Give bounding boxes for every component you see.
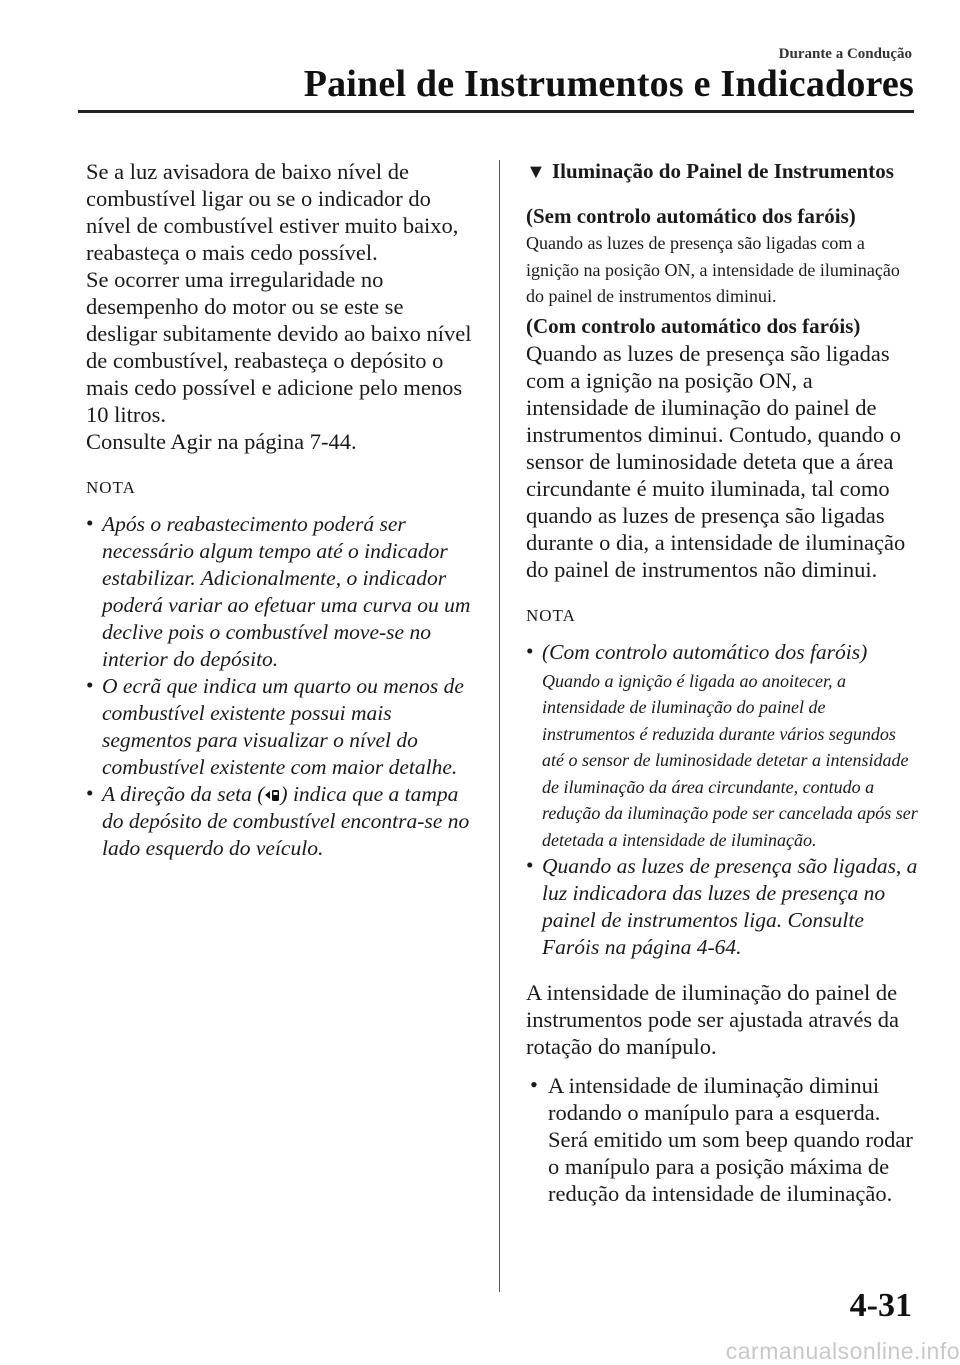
reference-paragraph: Consulte Agir na página 7-44. (86, 429, 357, 454)
bullet-icon: • (86, 673, 94, 697)
right-column (526, 158, 918, 1207)
section-heading (526, 158, 918, 185)
bullet-icon: • (526, 853, 534, 877)
note-text: Após o reabastecimento poderá ser necessário algum tempo até o indicador estabilizar. Adicionalmente, o indicador poderá variar ao efetuar uma curva ou um declive pois o combustível move-se no interior do depósito. (102, 512, 471, 671)
page-number: 4-31 (849, 1287, 912, 1324)
adjust-paragraph: A intensidade de iluminação do painel de instrumentos pode ser ajustada através da rotação do manípulo. (526, 980, 900, 1059)
bullet-icon: • (86, 511, 94, 535)
header-section-label: Durante a Condução (778, 46, 912, 62)
note-text-after: ) indica que a tampa do depósito de combustível encontra-se no lado esquerdo do veículo. (102, 782, 470, 860)
header-rule (78, 110, 914, 113)
bullet-icon: • (86, 781, 94, 805)
bullet-icon: • (530, 1072, 538, 1097)
note-item (86, 511, 476, 673)
subheading-no-auto: (Sem controlo automático dos faróis) (526, 204, 856, 228)
note-text: O ecrã que indica um quarto ou menos de combustível existente possui mais segmentos para visualizar o nível do combustível existente com maior detalhe. (102, 674, 464, 779)
footer-url: carmanualsonline.info (725, 1338, 960, 1364)
column-divider (499, 160, 500, 1292)
section-title: Iluminação do Painel de Instrumentos (552, 159, 894, 183)
note-item (526, 853, 918, 961)
list-item-text: A intensidade de iluminação diminui rodando o manípulo para a esquerda. Será emitido um som beep quando rodar o manípulo para a posição máxima de redução da intensidade de iluminação. (548, 1073, 913, 1206)
fuel-arrow-left-icon (264, 787, 280, 803)
fuel-warning-paragraph: Se a luz avisadora de baixo nível de combustível ligar ou se o indicador do nível de combustível estiver muito baixo, reabasteça o mais cedo possível. (86, 159, 459, 265)
note-text-before: A direção da seta ( (102, 782, 265, 806)
nota-label: NOTA (86, 478, 136, 497)
notes-list (526, 639, 918, 962)
page-header-title: Painel de Instrumentos e Indicadores (303, 63, 914, 105)
note-item (86, 673, 476, 781)
nota-label: NOTA (526, 605, 576, 625)
note-item (526, 639, 918, 854)
adjust-list (526, 1072, 918, 1207)
subheading-auto: (Com controlo automático dos faróis) (526, 313, 861, 338)
notes-list (86, 511, 476, 862)
note-item (86, 781, 476, 862)
list-item (526, 1072, 918, 1207)
note-subtext: Quando a ignição é ligada ao anoitecer, a intensidade de iluminação do painel de instrumentos é reduzida durante vários segundos até o sensor de luminosidade detetar a intensidade de iluminação da área circundante, contudo a redução da iluminação pode ser cancelada após ser detetada a intensidade de iluminação. (542, 670, 918, 850)
engine-irregularity-paragraph: Se ocorrer uma irregularidade no desempenho do motor ou se este se desligar subitamente devido ao baixo nível de combustível, reabasteça o depósito o mais cedo possível e adicione pelo menos 10 litros. (86, 267, 472, 427)
down-triangle-icon: ▼ (526, 161, 546, 183)
note-lead: (Com controlo automático dos faróis) (542, 639, 868, 664)
bullet-icon: • (526, 638, 534, 663)
left-column (86, 158, 476, 862)
note-text: Quando as luzes de presença são ligadas, a luz indicadora das luzes de presença no painel de instrumentos liga. Consulte Faróis na página 4-64. (542, 854, 918, 959)
auto-text: Quando as luzes de presença são ligadas com a ignição na posição ON, a intensidade de iluminação do painel de instrumentos diminui. Contudo, quando o sensor de luminosidade deteta que a área circundante é muito iluminada, tal como quando as luzes de presença são ligadas durante o dia, a intensidade de iluminação do painel de instrumentos não diminui. (526, 340, 906, 582)
no-auto-text: Quando as luzes de presença são ligadas com a ignição na posição ON, a intensidade de iluminação do painel de instrumentos diminui. (526, 233, 900, 306)
